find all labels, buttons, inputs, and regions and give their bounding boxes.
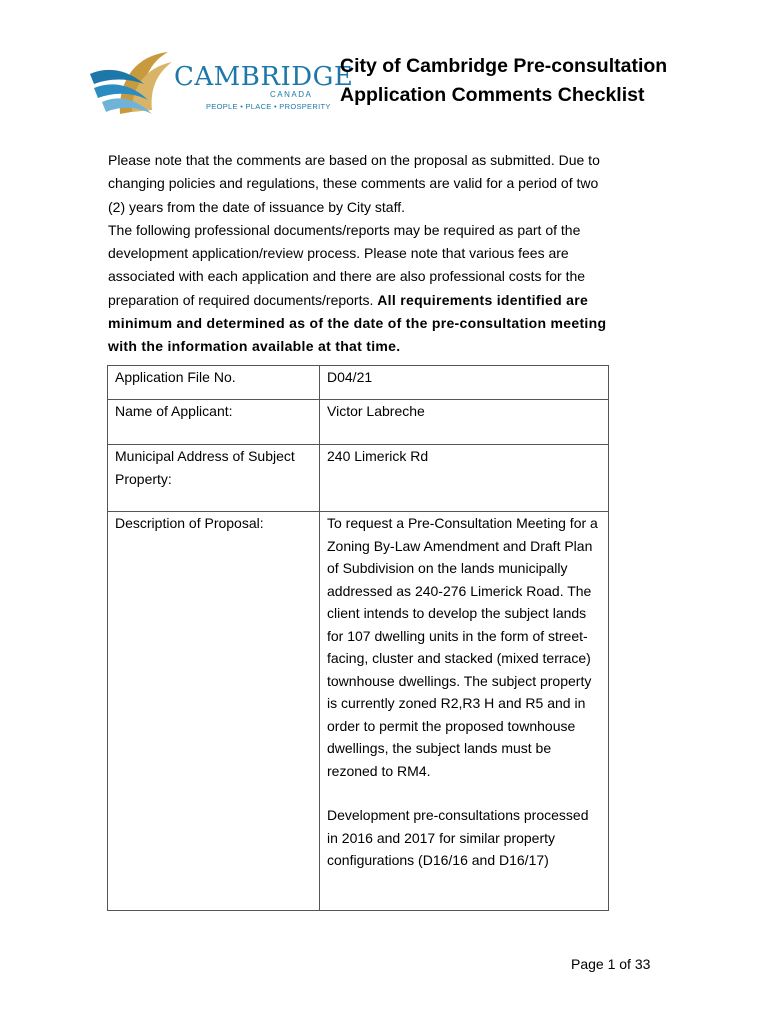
logo-tagline: PEOPLE • PLACE • PROSPERITY <box>206 102 331 111</box>
page-number: Page 1 of 33 <box>571 956 651 972</box>
field-label: Name of Applicant: <box>108 400 320 445</box>
proposal-paragraph-1: To request a Pre-Consultation Meeting for a Zoning By-Law Amendment and Draft Plan of Subdivision on the lands municipally addressed as 240-276 Limerick Road. The client intends to develop the subject lands for 107 dwelling units in the form of street-facing, cluster and stacked (mixed terrace) townhouse dwellings. The subject property is currently zoned R2,R3 H and R5 and in order to permit the proposed townhouse dwellings, the subject lands must be rezoned to RM4. <box>327 515 598 779</box>
cambridge-logo <box>88 44 354 124</box>
field-label: Application File No. <box>108 366 320 400</box>
table-row <box>108 400 609 445</box>
field-value: D04/21 <box>320 366 609 400</box>
field-value: 240 Limerick Rd <box>320 445 609 512</box>
title-line-1: City of Cambridge Pre-consultation <box>340 55 668 77</box>
intro-paragraph-2 <box>108 219 608 359</box>
title-line-2: Application Comments Checklist <box>340 84 645 106</box>
field-label: Description of Proposal: <box>108 512 320 911</box>
logo-wordmark: CAMBRIDGE <box>174 62 354 92</box>
table-row <box>108 366 609 400</box>
application-info-table <box>107 365 609 911</box>
logo-country: CANADA <box>270 90 313 99</box>
cambridge-wave-icon <box>88 44 178 124</box>
proposal-description <box>320 512 609 911</box>
intro-paragraph-2-text: The following professional documents/reports may be required as part of the development application/review process. Please note that various fees are associated with each application and there are also professional costs for the preparation of required documents/reports. <box>108 221 586 308</box>
field-label: Municipal Address of Subject Property: <box>108 445 320 512</box>
intro-requirements-note: All requirements identified are minimum and determined as of the date of the pre-consultation meeting with the information available at that time. <box>108 291 607 355</box>
field-value: Victor Labreche <box>320 400 609 445</box>
intro-paragraph-1: Please note that the comments are based on the proposal as submitted. Due to changing policies and regulations, these comments are valid for a period of two (2) years from the date of issuance by City staff. <box>108 152 600 215</box>
table-row <box>108 512 609 911</box>
intro-text <box>108 149 608 359</box>
proposal-paragraph-2: Development pre-consultations processed in 2016 and 2017 for similar property configurations (D16/16 and D16/17) <box>327 807 589 868</box>
page-title <box>340 52 667 110</box>
table-row <box>108 445 609 512</box>
